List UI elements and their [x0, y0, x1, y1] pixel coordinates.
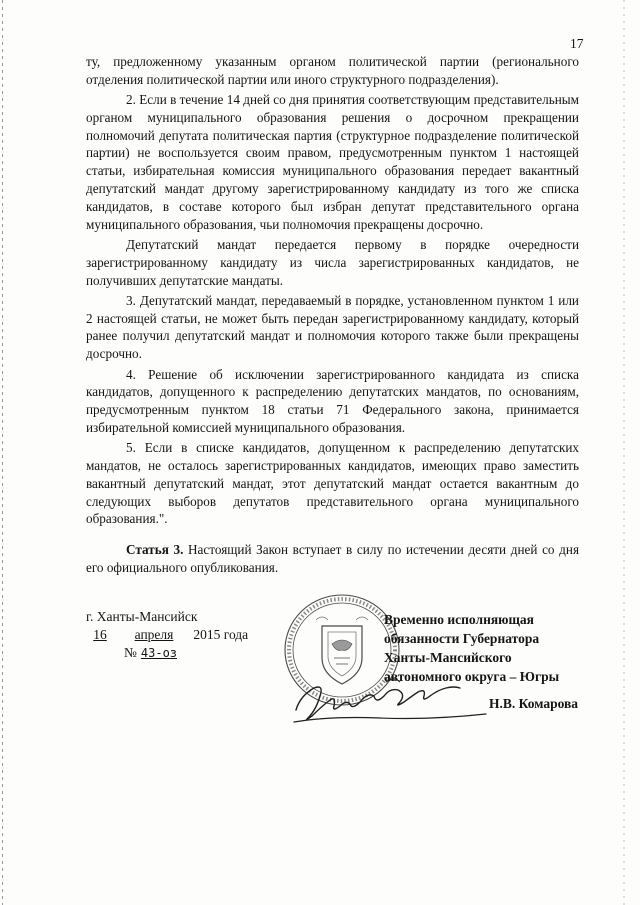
paragraph-item-2: 2. Если в течение 14 дней со дня принятия соответствующим представительным органом муниципального образования решения о досрочном прекращении полномочий депутата политическая партия (структурное подразделение политической партии) не воспользуется своим правом, предусмотренным пунктом 1 настоящей статьи, избирательная комиссия муниципального образования передает вакантный депутатский мандат другому зарегистрированному кандидату из того же списка кандидатов, в составе которого был избран депутат представительного органа муниципального образования, чьи полномочия прекращены досрочно. — [86, 92, 579, 232]
signatory-title-line: обязанности Губернатора — [384, 631, 540, 646]
page-number: 17 — [570, 36, 584, 51]
paragraph-mandate-transfer: Депутатский мандат передается первому в порядке очередности зарегистрированному кандидату из числа зарегистрированных кандидатов, не получивших депутатские мандаты. — [86, 236, 579, 288]
paragraph-item-5: 5. Если в списке кандидатов, допущенном к распределению депутатских мандатов, не осталось зарегистрированных кандидатов, имеющих право заместить вакантный депутатский мандат, этот депутатский мандат остается вакантным до следующих выборов депутатов представительного органа муниципального образования.". — [86, 440, 579, 527]
date-year: 2015 года — [193, 627, 249, 642]
page-edge-mark — [622, 0, 626, 905]
signatory-title-line: автономного округа – Югры — [384, 669, 560, 684]
article-3-text: Настоящий Закон вступает в силу по истечении десяти дней со дня его официального опубликования. — [86, 542, 580, 575]
article-3-label: Статья 3. — [126, 542, 184, 557]
signatory-name: Н.В. Комарова — [489, 696, 579, 711]
law-number — [86, 644, 248, 662]
handwritten-signature-icon — [290, 666, 490, 728]
law-text-body — [86, 53, 579, 531]
date-day: 16 — [93, 627, 107, 642]
law-number-value: 43-оз — [140, 646, 178, 660]
place-name: г. Ханты-Мансийск — [86, 609, 198, 624]
place-date-block — [86, 608, 248, 662]
paragraph-item-3: 3. Депутатский мандат, передаваемый в порядке, установленном пунктом 1 или 2 настоящей статьи, не может быть передан зарегистрированному кандидату, который ранее получил депутатский мандат и полномочия которого также были прекращены досрочно. — [86, 292, 579, 362]
signatory-title-line: Ханты-Мансийского — [384, 650, 512, 665]
paragraph-continuation: ту, предложенному указанным органом политической партии (регионального отделения политической партии или иного структурного подразделения). — [86, 54, 579, 87]
law-number-prefix: № — [124, 645, 137, 660]
article-3 — [86, 541, 579, 577]
signatory-title-line: Временно исполняющая — [384, 612, 534, 627]
date-month: апреля — [134, 627, 174, 642]
paragraph-item-4: 4. Решение об исключении зарегистрированного кандидата из списка кандидатов, допущенного к распределению депутатских мандатов, по основаниям, предусмотренным пунктом 18 статьи 71 Федерального закона, принимается избирательной комиссией муниципального образования. — [86, 366, 579, 435]
signing-date — [86, 626, 248, 644]
